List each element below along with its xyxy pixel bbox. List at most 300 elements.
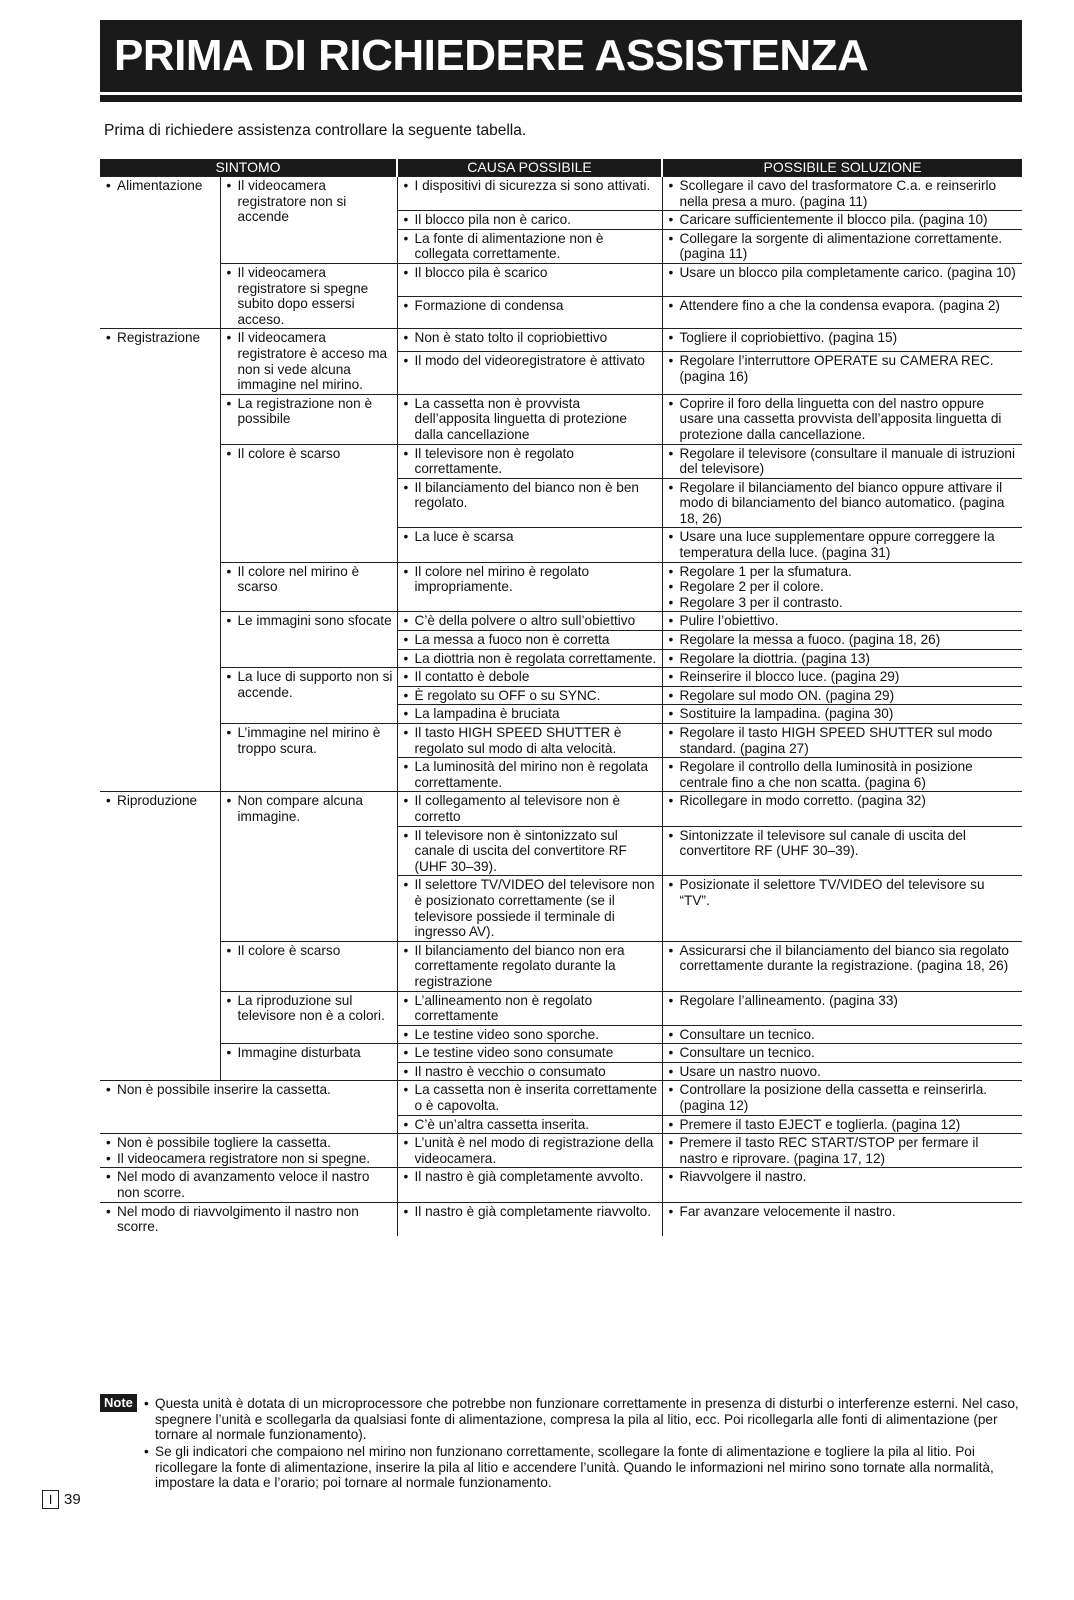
table-row <box>100 1044 1022 1063</box>
cause-cell <box>397 612 662 631</box>
symptom-cell <box>100 1081 397 1134</box>
symptom-item <box>106 1082 393 1098</box>
bullet-icon: • <box>226 395 232 411</box>
cause-item-text: Non è stato tolto il copriobiettivo <box>414 330 608 346</box>
bullet-icon: • <box>226 563 232 579</box>
solution-item <box>669 688 1019 704</box>
cause-item <box>404 1045 658 1061</box>
symptom-item <box>106 1135 393 1151</box>
solution-item-text: Regolare il tasto HIGH SPEED SHUTTER sul modo standard. (pagina 27) <box>679 725 993 756</box>
symptom-cell <box>220 329 397 394</box>
symptom-item <box>227 1045 393 1061</box>
page-title: PRIMA DI RICHIEDERE ASSISTENZA <box>114 31 869 80</box>
cause-item <box>404 651 658 667</box>
bullet-icon: • <box>403 877 409 893</box>
category-cell <box>100 792 220 1081</box>
header-solution: POSSIBILE SOLUZIONE <box>662 159 1022 177</box>
solution-item-text: Usare un blocco pila completamente carico. (pagina 10) <box>679 264 1016 280</box>
cause-cell <box>397 562 662 612</box>
solution-item-text: Consultare un tecnico. <box>679 1026 815 1042</box>
cause-cell <box>397 229 662 263</box>
bullet-icon: • <box>403 1116 409 1132</box>
title-bar <box>100 20 1022 92</box>
symptom-item-text: L’immagine nel mirino è troppo scura. <box>237 725 381 756</box>
symptom-cell <box>220 1044 397 1081</box>
bullet-icon: • <box>226 613 232 629</box>
solution-item <box>669 579 1019 595</box>
solution-item <box>669 1082 1019 1113</box>
symptom-cell <box>220 724 397 792</box>
symptom-item-text: Il videocamera registratore non si spegne. <box>117 1150 371 1166</box>
cause-item-text: C’è un’altra cassetta inserita. <box>414 1116 590 1132</box>
bullet-icon: • <box>403 632 409 648</box>
bullet-icon: • <box>403 445 409 461</box>
cause-item <box>404 706 658 722</box>
bullet-icon: • <box>403 563 409 579</box>
solution-item-text: Pulire l’obiettivo. <box>679 613 779 629</box>
solution-item-text: Sintonizzate il televisore sul canale di uscita del convertitore RF (UHF 30–39). <box>679 827 966 859</box>
cause-item <box>404 1082 658 1113</box>
bullet-icon: • <box>226 330 232 346</box>
symptom-item-text: Immagine disturbata <box>237 1045 361 1061</box>
header-symptom: SINTOMO <box>100 159 397 177</box>
solution-item <box>669 1135 1019 1166</box>
symptom-item-text: Non compare alcuna immagine. <box>237 793 363 824</box>
solution-item <box>669 828 1019 859</box>
category-item-text: Registrazione <box>117 330 201 346</box>
bullet-icon: • <box>403 827 409 843</box>
cause-item <box>404 632 658 648</box>
symptom-cell <box>220 562 397 612</box>
bullet-icon: • <box>668 1026 674 1042</box>
symptom-item-text: Nel modo di riavvolgimento il nastro non scorre. <box>117 1203 359 1235</box>
bullet-icon: • <box>403 669 409 685</box>
bullet-icon: • <box>403 1135 409 1151</box>
table-row <box>100 177 1022 211</box>
solution-item <box>669 669 1019 685</box>
cause-item-text: Il contatto è debole <box>414 669 530 685</box>
solution-cell <box>662 792 1022 826</box>
symptom-item-text: La luce di supporto non si accende. <box>237 669 393 700</box>
solution-item-text: Far avanzare velocemente il nastro. <box>679 1203 896 1219</box>
bullet-icon: • <box>403 1082 409 1098</box>
bullet-icon: • <box>403 1063 409 1079</box>
cause-cell <box>397 1025 662 1044</box>
symptom-item <box>227 943 393 959</box>
solution-cell <box>662 444 1022 478</box>
solution-cell <box>662 296 1022 329</box>
solution-cell <box>662 724 1022 758</box>
symptom-item-text: Le immagini sono sfocate <box>237 613 392 629</box>
symptom-item <box>227 330 393 392</box>
solution-item-text: Regolare l’allineamento. (pagina 33) <box>679 992 898 1008</box>
cause-cell <box>397 1134 662 1168</box>
bullet-icon: • <box>403 1045 409 1061</box>
bullet-icon: • <box>226 264 232 280</box>
cause-cell <box>397 686 662 705</box>
solution-cell <box>662 229 1022 263</box>
cause-item-text: La luce è scarsa <box>414 529 514 545</box>
symptom-item-text: Non è possibile togliere la cassetta. <box>117 1135 331 1151</box>
solution-cell <box>662 876 1022 941</box>
solution-cell <box>662 211 1022 230</box>
cause-cell <box>397 792 662 826</box>
troubleshooting-table <box>100 159 1022 1236</box>
cause-cell <box>397 1168 662 1202</box>
solution-item <box>669 759 1019 790</box>
symptom-item <box>227 793 393 824</box>
bullet-icon: • <box>226 942 232 958</box>
cause-item-text: Il collegamento al televisore non è corretto <box>414 793 621 824</box>
cause-cell <box>397 1081 662 1115</box>
symptom-item <box>227 613 393 629</box>
solution-cell <box>662 1025 1022 1044</box>
solution-cell <box>662 758 1022 792</box>
solution-cell <box>662 352 1022 394</box>
language-box: I <box>42 1490 59 1509</box>
solution-cell <box>662 649 1022 668</box>
solution-item <box>669 480 1019 527</box>
bullet-icon: • <box>668 992 674 1008</box>
bullet-icon: • <box>668 1045 674 1061</box>
cause-cell <box>397 991 662 1025</box>
solution-item <box>669 212 1019 228</box>
solution-item-text: Sostituire la lampadina. (pagina 30) <box>679 706 894 722</box>
bullet-icon: • <box>403 687 409 703</box>
cause-item-text: La lampadina è bruciata <box>414 706 560 722</box>
solution-item <box>669 1064 1019 1080</box>
bullet-icon: • <box>403 230 409 246</box>
bullet-icon: • <box>226 1045 232 1061</box>
bullet-icon: • <box>668 330 674 346</box>
bullet-icon: • <box>668 1082 674 1098</box>
cause-item <box>404 265 658 281</box>
bullet-icon: • <box>668 613 674 629</box>
solution-cell <box>662 562 1022 612</box>
cause-item <box>404 330 658 346</box>
table-row <box>100 724 1022 758</box>
symptom-cell <box>100 1168 397 1202</box>
table-row <box>100 668 1022 687</box>
cause-item <box>404 1204 658 1220</box>
bullet-icon: • <box>403 212 409 228</box>
solution-item <box>669 178 1019 209</box>
bullet-icon: • <box>106 1203 111 1219</box>
bullet-icon: • <box>668 264 674 280</box>
symptom-cell <box>220 991 397 1044</box>
bullet-icon: • <box>668 877 674 893</box>
bullet-icon: • <box>668 827 674 843</box>
cause-item <box>404 396 658 443</box>
cause-item-text: È regolato su OFF o su SYNC. <box>414 687 601 703</box>
solution-item-text: Assicurarsi che il bilanciamento del bianco sia regolato correttamente durante la registrazione. (pagina 18, 26) <box>679 942 1009 974</box>
symptom-item-text: Il colore è scarso <box>237 942 341 958</box>
solution-item-text: Regolare sul modo ON. (pagina 29) <box>679 687 895 703</box>
bullet-icon: • <box>403 793 409 809</box>
cause-item <box>404 1027 658 1043</box>
symptom-item <box>227 725 393 756</box>
bullet-icon: • <box>403 725 409 740</box>
solution-item <box>669 1045 1019 1061</box>
solution-item <box>669 231 1019 262</box>
cause-item-text: Il nastro è già completamente avvolto. <box>414 1169 644 1185</box>
solution-cell <box>662 177 1022 211</box>
cause-cell <box>397 444 662 478</box>
table-row <box>100 792 1022 826</box>
bullet-icon: • <box>403 942 409 958</box>
solution-cell <box>662 668 1022 687</box>
cause-cell <box>397 1115 662 1134</box>
bullet-icon: • <box>668 445 674 461</box>
solution-item-text: Caricare sufficientemente il blocco pila. (pagina 10) <box>679 212 988 228</box>
bullet-icon: • <box>226 725 232 740</box>
bullet-icon: • <box>668 529 674 545</box>
cause-item-text: Il televisore non è sintonizzato sul canale di uscita del convertitore RF (UHF 30–39). <box>414 827 627 874</box>
cause-item-text: C’è della polvere o altro sull’obiettivo <box>414 613 636 629</box>
symptom-cell <box>220 394 397 444</box>
solution-item-text: Regolare 1 per la sfumatura. <box>679 563 852 579</box>
cause-cell <box>397 826 662 876</box>
symptom-item <box>227 178 393 225</box>
solution-cell <box>662 1168 1022 1202</box>
bullet-icon: • <box>226 793 232 809</box>
category-item-text: Alimentazione <box>117 178 203 193</box>
cause-item <box>404 613 658 629</box>
bullet-icon: • <box>668 1135 674 1151</box>
solution-cell <box>662 1202 1022 1236</box>
solution-cell <box>662 1115 1022 1134</box>
bullet-icon: • <box>403 613 409 629</box>
cause-item <box>404 480 658 511</box>
solution-item-text: Regolare 2 per il colore. <box>679 579 824 595</box>
table-row <box>100 1081 1022 1115</box>
solution-item <box>669 1027 1019 1043</box>
bullet-icon: • <box>226 178 232 193</box>
bullet-icon: • <box>106 793 111 809</box>
symptom-item-text: La registrazione non è possibile <box>237 395 373 427</box>
cause-item-text: L’unità è nel modo di registrazione della videocamera. <box>414 1135 654 1166</box>
bullet-icon: • <box>668 687 674 703</box>
cause-cell <box>397 352 662 394</box>
solution-item <box>669 725 1019 756</box>
solution-item-text: Premere il tasto REC START/STOP per fermare il nastro e riprovare. (pagina 17, 12) <box>679 1135 979 1166</box>
solution-cell <box>662 991 1022 1025</box>
cause-item <box>404 828 658 875</box>
solution-item-text: Consultare un tecnico. <box>679 1045 815 1061</box>
solution-item <box>669 595 1019 611</box>
solution-item-text: Usare un nastro nuovo. <box>679 1063 821 1079</box>
bullet-icon: • <box>668 1203 674 1219</box>
cause-item-text: Formazione di condensa <box>414 297 564 313</box>
bullet-icon: • <box>403 297 409 313</box>
bullet-icon: • <box>668 1116 674 1132</box>
symptom-item <box>106 1204 393 1235</box>
cause-cell <box>397 1044 662 1063</box>
solution-cell <box>662 1044 1022 1063</box>
cause-item-text: La luminosità del mirino non è regolata correttamente. <box>414 759 649 790</box>
bullet-icon: • <box>226 669 232 685</box>
cause-item-text: Il selettore TV/VIDEO del televisore non è posizionato correttamente (se il televisore possiede il terminale di ingresso AV). <box>414 877 655 940</box>
solution-item <box>669 632 1019 648</box>
table-row <box>100 562 1022 612</box>
solution-item-text: Premere il tasto EJECT e toglierla. (pagina 12) <box>679 1116 961 1132</box>
table-row <box>100 1202 1022 1236</box>
cause-cell <box>397 649 662 668</box>
bullet-icon: • <box>403 706 409 722</box>
solution-item <box>669 396 1019 443</box>
cause-item <box>404 1135 658 1166</box>
cause-item <box>404 212 658 228</box>
bullet-icon: • <box>403 178 409 193</box>
solution-item-text: Regolare il bilanciamento del bianco oppure attivare il modo di bilanciamento del bianco automatico. (pagina 18, 26) <box>679 479 1005 526</box>
solution-item <box>669 330 1019 346</box>
symptom-cell <box>220 612 397 668</box>
bullet-icon: • <box>226 445 232 461</box>
cause-item-text: L’allineamento non è regolato correttamente <box>414 992 593 1024</box>
bullet-icon: • <box>668 942 674 958</box>
symptom-cell <box>220 792 397 941</box>
cause-item-text: Il bilanciamento del bianco non era correttamente regolato durante la registrazione <box>414 942 625 989</box>
bullet-icon: • <box>668 759 674 775</box>
solution-item <box>669 1117 1019 1133</box>
note-item <box>144 1396 1022 1443</box>
cause-cell <box>397 1202 662 1236</box>
solution-item-text: Controllare la posizione della cassetta e reinserirla. (pagina 12) <box>679 1082 988 1114</box>
cause-cell <box>397 758 662 792</box>
solution-item <box>669 298 1019 314</box>
cause-item <box>404 688 658 704</box>
cause-item <box>404 725 658 756</box>
table-header-row <box>100 159 1022 177</box>
category-cell <box>100 177 220 329</box>
bullet-icon: • <box>668 395 674 411</box>
bullet-icon: • <box>403 330 409 346</box>
solution-item <box>669 1169 1019 1185</box>
solution-item <box>669 943 1019 974</box>
bullet-icon: • <box>403 1169 409 1185</box>
category-item <box>106 178 216 194</box>
cause-item <box>404 993 658 1024</box>
cause-cell <box>397 177 662 211</box>
cause-item <box>404 793 658 824</box>
cause-item <box>404 1169 658 1185</box>
bullet-icon: • <box>144 1396 149 1411</box>
symptom-cell <box>100 1134 397 1168</box>
bullet-icon: • <box>668 706 674 722</box>
table-row <box>100 1134 1022 1168</box>
solution-cell <box>662 528 1022 562</box>
cause-cell <box>397 668 662 687</box>
cause-item-text: Le testine video sono sporche. <box>414 1026 599 1042</box>
table-row <box>100 612 1022 631</box>
cause-item-text: I dispositivi di sicurezza si sono attivati. <box>414 178 651 193</box>
cause-item-text: La cassetta non è provvista dell’apposita linguetta di protezione dalla cancellazione <box>414 395 627 442</box>
solution-item-text: Collegare la sorgente di alimentazione correttamente. (pagina 11) <box>679 230 1003 262</box>
bullet-icon: • <box>106 1135 111 1151</box>
cause-cell <box>397 329 662 352</box>
symptom-cell <box>220 941 397 991</box>
symptom-item <box>106 1151 393 1167</box>
bullet-icon: • <box>668 594 674 610</box>
bullet-icon: • <box>668 563 674 579</box>
symptom-cell <box>220 177 397 264</box>
category-item <box>106 330 216 346</box>
bullet-icon: • <box>106 1082 111 1098</box>
solution-item-text: Regolare la diottria. (pagina 13) <box>679 650 870 666</box>
cause-item <box>404 353 658 369</box>
cause-item-text: Le testine video sono consumate <box>414 1045 614 1061</box>
symptom-item-text: Il videocamera registratore è acceso ma non si vede alcuna immagine nel mirino. <box>237 330 388 393</box>
cause-item <box>404 1064 658 1080</box>
bullet-icon: • <box>668 632 674 648</box>
cause-cell <box>397 478 662 528</box>
solution-cell <box>662 1134 1022 1168</box>
solution-cell <box>662 263 1022 296</box>
solution-item <box>669 877 1019 908</box>
cause-cell <box>397 724 662 758</box>
cause-item <box>404 1117 658 1133</box>
note-text: Questa unità è dotata di un microprocessore che potrebbe non funzionare correttamente in presenza di disturbi o interferenze esterni. Nel caso, spegnere l’unità e scollegarla da qualsiasi fonte di alimentazione, compresa la pila al litio, ecc. Poi ricollegarla alle fonti di alimentazione (per tornare al normale funzionamento). <box>155 1396 1019 1443</box>
bullet-icon: • <box>403 395 409 411</box>
table-row <box>100 444 1022 478</box>
solution-item <box>669 651 1019 667</box>
solution-item-text: Attendere fino a che la condensa evapora. (pagina 2) <box>679 297 1000 313</box>
solution-cell <box>662 612 1022 631</box>
category-cell <box>100 329 220 792</box>
note-badge: Note <box>100 1394 137 1412</box>
bullet-icon: • <box>668 650 674 666</box>
note-text: Se gli indicatori che compaiono nel mirino non funzionano correttamente, scollegare la fonte di alimentazione e togliere la pila al litio. Poi ricollegare la fonte di alimentazione, inserire la pila al litio e accendere l’unità. Quando le informazioni nel mirino sono tornate alla normalità, impostare la data e l’orario; poi tornare al normale funzionamento. <box>155 1444 994 1491</box>
table-body <box>100 177 1022 1236</box>
cause-cell <box>397 211 662 230</box>
solution-cell <box>662 329 1022 352</box>
solution-item-text: Scollegare il cavo del trasformatore C.a. e reinserirlo nella presa a muro. (pagina 11) <box>679 178 997 209</box>
category-item <box>106 793 216 809</box>
solution-item <box>669 1204 1019 1220</box>
solution-item-text: Regolare il televisore (consultare il manuale di istruzioni del televisore) <box>679 445 1015 477</box>
cause-item <box>404 877 658 939</box>
bullet-icon: • <box>403 264 409 280</box>
page-number <box>42 1490 81 1509</box>
cause-item <box>404 178 658 194</box>
symptom-cell <box>220 263 397 328</box>
solution-cell <box>662 1081 1022 1115</box>
bullet-icon: • <box>403 479 409 495</box>
bullet-icon: • <box>668 1063 674 1079</box>
symptom-cell <box>100 1202 397 1236</box>
cause-item-text: La cassetta non è inserita correttamente o è capovolta. <box>414 1082 658 1114</box>
category-item-text: Riproduzione <box>117 793 198 809</box>
bullet-icon: • <box>668 353 674 369</box>
cause-cell <box>397 705 662 724</box>
note-item <box>144 1444 1022 1491</box>
symptom-cell <box>220 668 397 724</box>
solution-item-text: Ricollegare in modo corretto. (pagina 32) <box>679 793 926 809</box>
table-row <box>100 329 1022 352</box>
solution-item <box>669 564 1019 580</box>
solution-cell <box>662 478 1022 528</box>
solution-item-text: Coprire il foro della linguetta con del nastro oppure usare una cassetta provvista dell’apposita linguetta di protezione dalla cancellazione. <box>679 395 1002 442</box>
bullet-icon: • <box>403 759 409 775</box>
cause-cell <box>397 1062 662 1081</box>
cause-cell <box>397 876 662 941</box>
bullet-icon: • <box>106 1169 111 1185</box>
solution-item-text: Togliere il copriobiettivo. (pagina 15) <box>679 330 898 346</box>
title-rule <box>100 95 1022 102</box>
bullet-icon: • <box>668 230 674 246</box>
bullet-icon: • <box>106 178 111 193</box>
symptom-item-text: Non è possibile inserire la cassetta. <box>117 1082 331 1098</box>
